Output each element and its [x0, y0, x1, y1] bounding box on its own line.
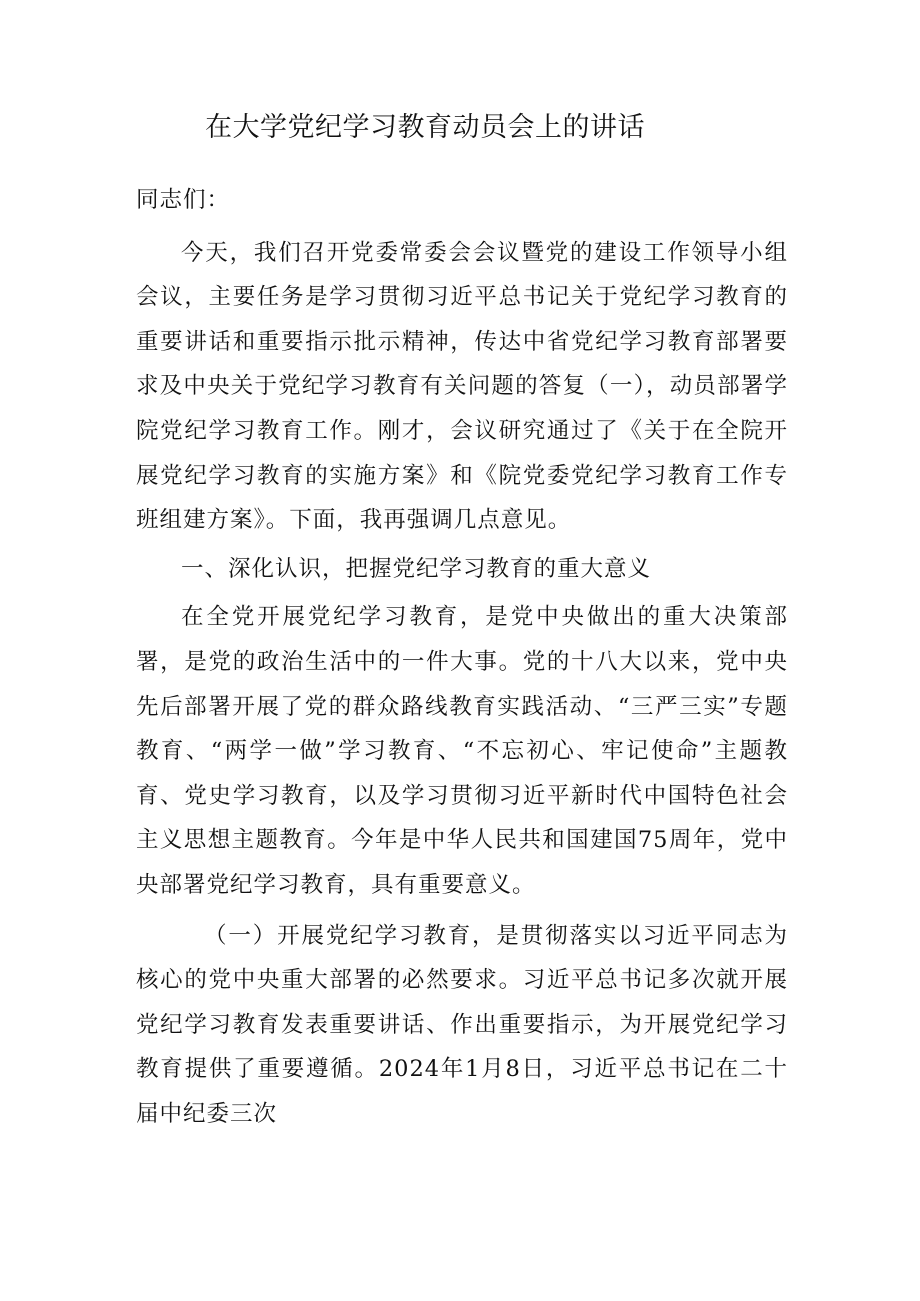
paragraph-significance: 在全党开展党纪学习教育，是党中央做出的重大决策部署，是党的政治生活中的一件大事。党的十八大以来，党中央先后部署开展了党的群众路线教育实践活动、“三严三实”专题教育、“两学一做”学习教育、“不忘初心、牢记使命”主题教育、党史学习教育，以及学习贯彻习近平新时代中国特色社会主义思想主题教育。今年是中华人民共和国建国75周年，党中央部署党纪学习教育，具有重要意义。: [136, 604, 788, 898]
document-body: [136, 178, 788, 1136]
paragraph-intro: 今天，我们召开党委常委会会议暨党的建设工作领导小组会议，主要任务是学习贯彻习近平总书记关于党纪学习教育的重要讲话和重要指示批示精神，传达中省党纪学习教育部署要求及中央关于党纪学习教育有关问题的答复（一），动员部署学院党纪学习教育工作。刚才，会议研究通过了《关于在全院开展党纪学习教育的实施方案》和《院党委党纪学习教育工作专班组建方案》。下面，我再强调几点意见。: [136, 239, 788, 534]
paragraph-subsection-1: （一）开展党纪学习教育，是贯彻落实以习近平同志为核心的党中央重大部署的必然要求。习近平总书记多次就开展党纪学习教育发表重要讲话、作出重要指示，为开展党纪学习教育提供了重要遵循。2024年1月8日，习近平总书记在二十届中纪委三次: [136, 922, 788, 1127]
section-heading-1: 一、深化认识，把握党纪学习教育的重大意义: [181, 555, 652, 582]
greeting-line: 同志们：: [136, 187, 231, 213]
document-title: 在大学党纪学习教育动员会上的讲话: [205, 112, 645, 143]
